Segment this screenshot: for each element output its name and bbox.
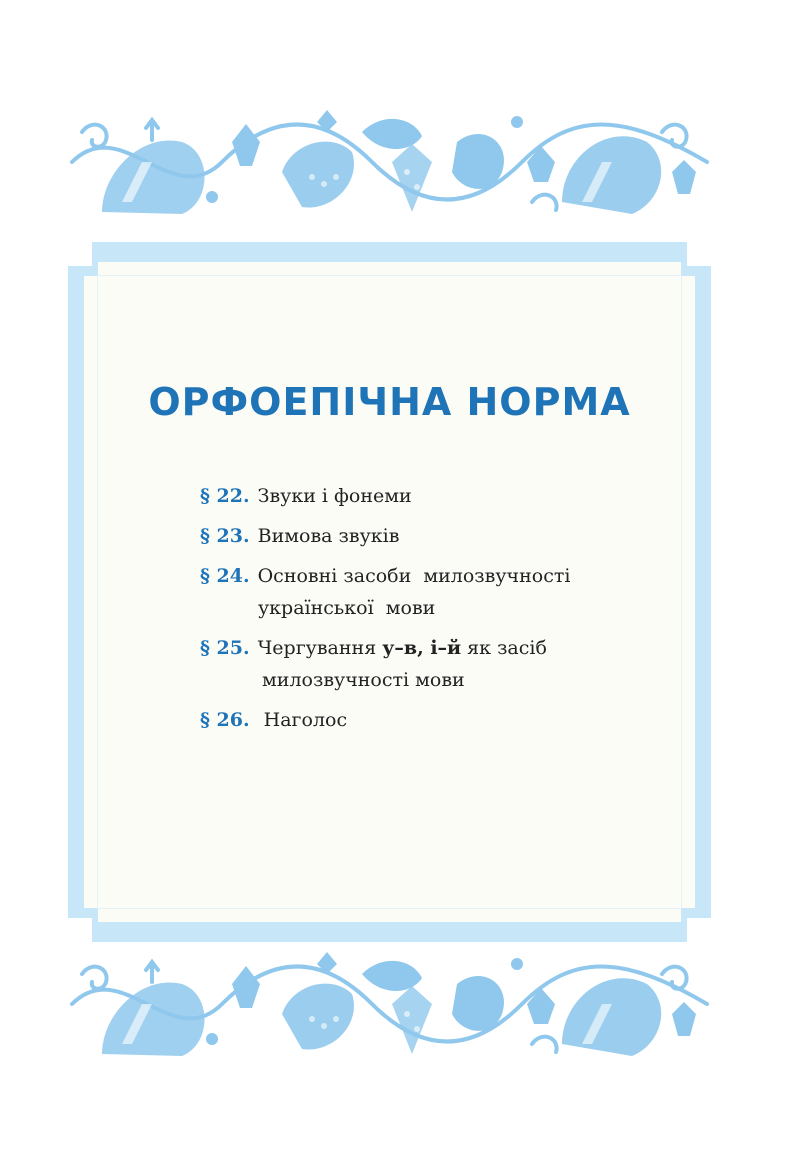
toc-number: § 22. <box>200 485 250 507</box>
toc-text: Наголос <box>257 709 348 731</box>
toc-number: § 24. <box>200 565 250 587</box>
toc-number: § 23. <box>200 525 250 547</box>
toc-item-25[interactable] <box>200 632 640 696</box>
toc-item-24[interactable] <box>200 560 640 624</box>
toc-text-bold: у–в, і–й <box>382 637 462 659</box>
toc-text: Звуки і фонеми <box>257 485 412 507</box>
folk-ornament-icon <box>62 102 717 222</box>
toc-text-line2: милозвучності мови <box>262 669 465 691</box>
toc-item-22[interactable] <box>200 480 640 512</box>
toc-number: § 25. <box>200 637 250 659</box>
toc-text-line2: української мови <box>258 597 436 619</box>
top-folk-ornament <box>62 102 717 222</box>
toc-text: Чергування <box>257 637 383 659</box>
toc-item-23[interactable] <box>200 520 640 552</box>
toc-item-26[interactable] <box>200 704 640 736</box>
chapter-title: ОРФОЕПІЧНА НОРМА <box>148 380 631 424</box>
table-of-contents <box>200 480 640 744</box>
toc-text: Основні засоби милозвучності <box>257 565 571 587</box>
toc-number: § 26. <box>200 709 250 731</box>
bottom-folk-ornament <box>62 944 717 1064</box>
toc-text: як засіб <box>461 637 547 659</box>
toc-text: Вимова звуків <box>257 525 400 547</box>
folk-ornament-icon <box>62 944 717 1064</box>
